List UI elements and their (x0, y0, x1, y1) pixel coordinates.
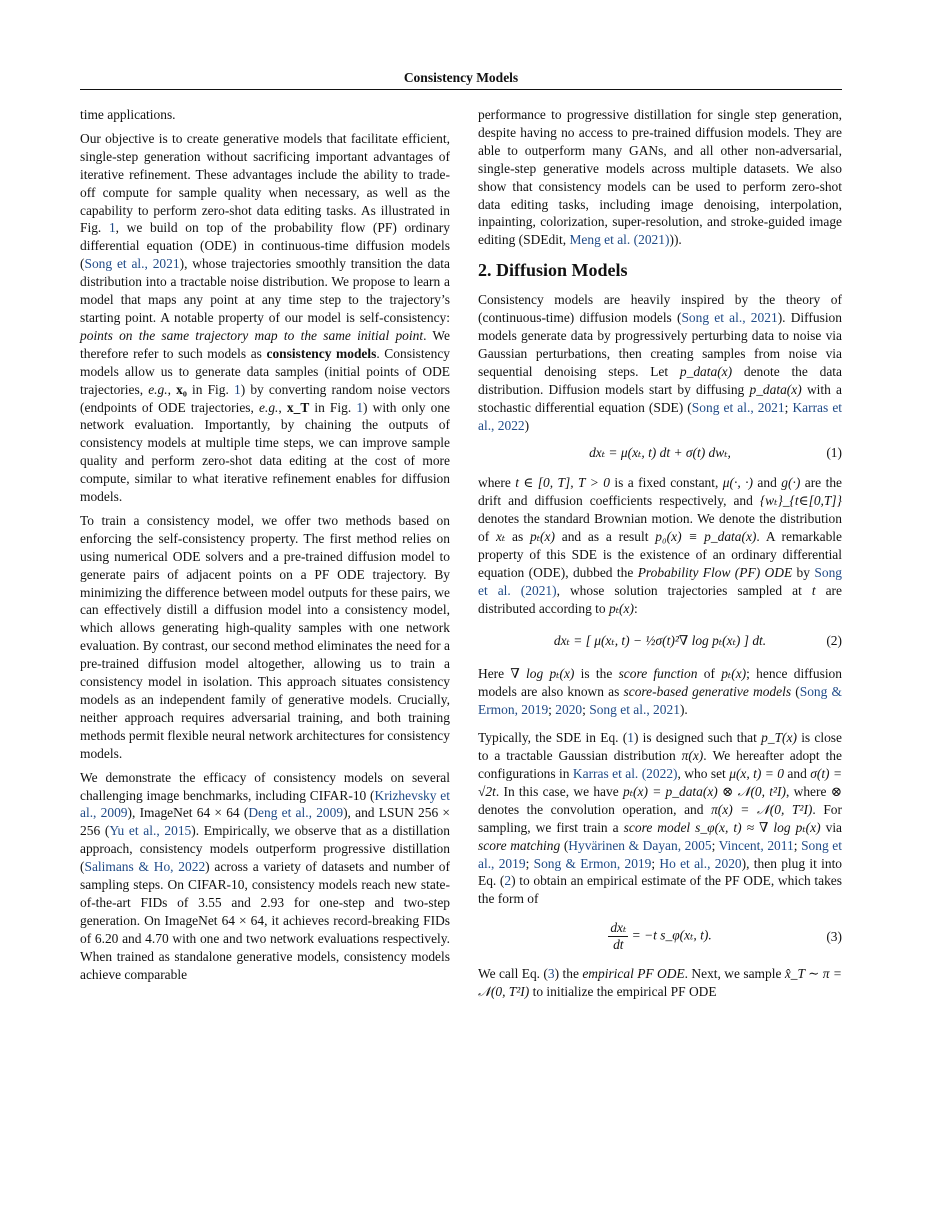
citation-link[interactable]: Deng et al., 2009 (248, 805, 344, 821)
right-column (478, 106, 842, 1007)
section-heading: 2. Diffusion Models (478, 260, 628, 281)
fraction (608, 920, 628, 953)
math-inline: s_φ(x, t) ≈ ∇ log pₜ(x) (690, 819, 821, 835)
text-run: are distributed according to (478, 582, 842, 616)
text-run: , where ⊗ denotes the convolution operation, and (478, 783, 842, 817)
paragraph (80, 106, 450, 124)
text-run: and as a result (554, 529, 656, 545)
math-inline: μ(x, t) = 0 (729, 766, 784, 781)
text-run: ; (651, 855, 660, 871)
math-inline: p_T(x) (761, 730, 797, 746)
text-run: in Fig. (186, 381, 234, 397)
text-run: with a stochastic differential equation (SDE) ( (478, 381, 842, 415)
equation-number: (3) (826, 929, 842, 945)
running-header: Consistency Models (403, 70, 519, 85)
citation-link[interactable]: Meng et al. (2021) (569, 232, 670, 248)
citation-link[interactable]: 2020 (555, 702, 583, 718)
text-run: ; (548, 702, 556, 718)
text-run: time applications. (80, 107, 176, 122)
text-run: performance to progressive distillation for single step generation, despite having no access to pre-trained diffusion models. They are able to outperform many GANs, and all other non-adversarial, single-step generative models across multiple datasets. We also show that consistency models can be used to perform zero-shot data editing tasks, including image denoising, interpolation, inpainting, colorization, super-resolution, and stroke-guided image editing (SDEdit, (478, 107, 842, 248)
text-run: by (792, 564, 815, 580)
math-inline: t (811, 582, 816, 598)
citation-link[interactable]: Song et al. (2021) (478, 564, 843, 598)
text-run: ). (679, 702, 688, 718)
math-inline: p_data(x) (679, 363, 733, 379)
text-run: ; (793, 837, 802, 853)
header-rule (80, 89, 842, 90)
text-run: denotes the standard Brownian motion. We denote the distribution of (478, 511, 842, 545)
citation-link[interactable]: Song et al., 2021 (84, 256, 180, 272)
text-run: ; (711, 837, 719, 853)
equation-number: (2) (826, 632, 842, 648)
text-run: . Next, we sample (684, 966, 785, 982)
math-inline: ∇ log pₜ(x) (510, 666, 575, 682)
text-run: ; (784, 399, 793, 415)
paragraph (478, 665, 842, 719)
paragraph (478, 965, 842, 1001)
text-run: . In this case, we have (495, 783, 623, 799)
math-inline: g(·) (781, 475, 801, 491)
text-run: ; hence diffusion models are also known as (478, 666, 842, 700)
citation-link[interactable]: 1 (108, 220, 116, 236)
text-run: Consistency models are heavily inspired by the theory of (continuous-time) diffusion models ( (478, 292, 842, 326)
math-inline: pₜ(x) = p_data(x) ⊗ 𝒩(0, t²I) (622, 783, 786, 799)
citation-link[interactable]: 2 (504, 873, 512, 889)
text-run: ). Diffusion models generate data by progressively perturbing data to noise via Gaussian perturbations, then creating samples from noise via sequential denoising steps. Let (478, 310, 842, 379)
citation-link[interactable]: Hyvärinen & Dayan, 2005 (568, 837, 712, 853)
text-run: ), and LSUN 256 × 256 ( (80, 805, 450, 839)
text-run: denote the data distribution. Diffusion models start by diffusing (478, 363, 842, 397)
text-run: . A remarkable property of this SDE is the existence of an ordinary differential equation (ODE), dubbed the (478, 529, 842, 580)
citation-link[interactable]: Vincent, 2011 (718, 837, 794, 853)
math-inline: π(x) (681, 748, 704, 764)
text-run: ) with only one network evaluation. Importantly, by chaining the outputs of consistency models at multiple time steps, we can improve sample quality and perform zero-shot data editing at the cost of more compute, similar to what iterative refinement enables for diffusion models. (80, 399, 451, 505)
text-run: of (697, 666, 722, 682)
equation-rhs: = −t s_φ(xₜ, t). (631, 927, 712, 943)
text-run: We demonstrate the efficacy of consistency models on several challenging image benchmarks, including CIFAR-10 ( (80, 769, 450, 803)
math-inline: pₜ(x) (721, 666, 747, 682)
denominator: dt (613, 937, 624, 953)
left-column (80, 106, 450, 990)
math-inline: σ(t) = √2t (478, 766, 843, 799)
paragraph (80, 130, 450, 506)
text-run: ) to obtain an empirical estimate of the PF ODE, which takes the form of (478, 873, 842, 907)
text-run: . We therefore refer to such models as (80, 327, 451, 361)
text-run: ; (525, 855, 534, 871)
paragraph (80, 769, 450, 984)
text-run: )). (669, 232, 682, 248)
text-run: : (633, 600, 638, 616)
equation-2 (478, 632, 842, 650)
paragraph (478, 291, 842, 434)
text-run: Here (478, 666, 511, 682)
text-run: , (278, 399, 287, 415)
text-run: ), ImageNet 64 × 64 ( (127, 805, 249, 821)
math-inline: p₀(x) ≡ p_data(x) (655, 529, 757, 545)
math-inline: π(x) = 𝒩(0, T²I) (711, 801, 813, 817)
citation-link[interactable]: Ho et al., 2020 (659, 855, 742, 871)
text-run: is close to a tractable Gaussian distribution (478, 730, 842, 764)
emphasis-text: e.g. (259, 399, 279, 415)
citation-link[interactable]: Song et al., 2021 (589, 702, 680, 718)
equation-body: dxₜ = μ(xₜ, t) dt + σ(t) dwₜ, (589, 445, 731, 461)
citation-link[interactable]: 1 (627, 730, 634, 746)
emphasis-text: score function (618, 666, 698, 682)
equation-3 (478, 920, 842, 953)
text-run: We call Eq. ( (478, 966, 548, 982)
text-run: ) (524, 417, 530, 433)
text-run: via (820, 819, 843, 835)
numerator: dxₜ (610, 920, 627, 936)
equation-1 (478, 444, 842, 462)
paragraph (478, 106, 842, 249)
emphasis-text: score model (623, 819, 691, 835)
math-inline: xₜ (495, 529, 506, 545)
math-inline: pₜ(x) (608, 600, 634, 616)
paragraph (80, 512, 450, 763)
text-run: ) the (554, 966, 583, 982)
citation-link[interactable]: Karras et al. (2022) (572, 766, 678, 781)
text-run: is the (574, 666, 619, 682)
citation-link[interactable]: Song & Ermon, 2019 (478, 684, 842, 718)
citation-link[interactable]: 3 (547, 966, 555, 982)
citation-link[interactable]: Karras et al., 2022 (478, 399, 843, 433)
emphasis-text: e.g. (148, 381, 168, 397)
text-run: to initialize the empirical PF ODE (529, 984, 717, 1000)
text-run: ( (560, 837, 569, 853)
text-run: ), then plug it into Eq. ( (478, 855, 843, 889)
bold-text: x₀ (176, 381, 187, 397)
paragraph (478, 729, 842, 908)
equation-body: dxₜ = [ μ(xₜ, t) − ½σ(t)²∇ log pₜ(xₜ) ] dt. (553, 632, 767, 648)
bold-text: x_T (286, 399, 310, 415)
citation-link[interactable]: 1 (356, 399, 364, 415)
text-run: Typically, the SDE in Eq. ( (478, 730, 628, 746)
text-run: is a fixed constant, (609, 475, 723, 491)
text-run: ) across a variety of datasets and number of sampling steps. On CIFAR-10, consistency models reach new state-of-the-art FIDs of 3.55 and 2.93 for one-step and two-step generation. On ImageNet 64 × 64, it achieves record-breaking FIDs of 6.20 and 4.70 with one and two network evaluations respectively. When trained as standalone generative models, consistency models achieve comparable (80, 859, 450, 982)
math-inline: t ∈ [0, T], T > 0 (515, 475, 610, 491)
emphasis-text: empirical PF ODE (582, 966, 685, 982)
emphasis-text: score-based generative models (623, 684, 792, 700)
text-run: ), whose trajectories smoothly transition the data distribution into a tractable noise distribution. We propose to learn a model that maps any point at any time step to the trajectory’s starting point. A notable property of our model is self-consistency: (80, 256, 450, 325)
emphasis-text: Probability Flow (PF) ODE (637, 564, 793, 580)
text-run: , (167, 381, 177, 397)
text-run: and (753, 475, 782, 491)
equation-number: (1) (826, 445, 842, 461)
text-run: . We hereafter adopt the configurations in (478, 748, 842, 781)
text-run: ( (791, 684, 800, 700)
text-run: Our objective is to create generative models that facilitate efficient, single-step generation without sacrificing important advantages of iterative refinement. These advantages include the ability to trade-off compute for sample quality when necessary, as well as the capability to perform zero-shot data editing tasks. As illustrated in Fig. (80, 130, 450, 236)
math-inline: μ(·, ·) (722, 475, 753, 491)
text-run: , who set (677, 766, 730, 781)
citation-link[interactable]: Song & Ermon, 2019 (533, 855, 652, 871)
math-inline: pₜ(x) (530, 529, 555, 545)
text-run: and (783, 766, 811, 781)
text-run: , whose solution trajectories sampled at (556, 582, 812, 598)
text-run: To train a consistency model, we offer two methods based on enforcing the self-consistency property. The first method relies on using numerical ODE solvers and a pre-trained diffusion model to generate pairs of adjacent points on a PF ODE trajectory. By minimizing the difference between model outputs for these pairs, we can effectively distill a diffusion model into a consistency model, which allows generating high-quality samples with one network evaluation. By contrast, our second method eliminates the need for a pre-trained diffusion model altogether, allowing us to train a consistency model in isolation. This approach situates consistency models as an independent family of generative models. Crucially, neither approach requires adversarial training, and both training methods permit flexible neural network architectures for consistency models. (80, 512, 450, 761)
citation-link[interactable]: 1 (234, 381, 241, 397)
emphasis-text: points on the same trajectory map to the same initial point (80, 327, 424, 343)
text-run: . Consistency models allow us to generate data samples (initial points of ODE trajectories, (80, 345, 451, 397)
math-inline: x̂_T ∼ π = 𝒩(0, T²I) (478, 966, 842, 1000)
text-run: where (478, 475, 516, 491)
citation-link[interactable]: Krizhevsky et al., 2009 (80, 787, 450, 821)
text-run: are the drift and diffusion coefficients respectively, and (478, 475, 842, 509)
citation-link[interactable]: Song et al., 2019 (478, 837, 842, 871)
text-run: as (505, 529, 530, 545)
text-run: , we build on top of the probability flow (PF) ordinary differential equation (ODE) in continuous-time diffusion models ( (80, 220, 450, 272)
text-run: ; (582, 702, 590, 718)
citation-link[interactable]: Salimans & Ho, 2022 (84, 859, 206, 875)
text-run: . For sampling, we first train a (478, 801, 842, 835)
text-run: ) by converting random noise vectors (endpoints of ODE trajectories, (80, 381, 450, 415)
emphasis-text: score matching (478, 837, 561, 853)
citation-link[interactable]: Song et al., 2021 (681, 310, 778, 326)
citation-link[interactable]: Song et al., 2021 (691, 399, 785, 415)
text-run: in Fig. (309, 399, 357, 415)
math-inline: {wₜ}_{t∈[0,T]} (759, 493, 842, 509)
math-inline: p_data(x) (749, 381, 802, 397)
bold-text: consistency models (266, 345, 377, 361)
text-run: ). Empirically, we observe that as a distillation approach, consistency models outperform progressive distillation ( (80, 823, 450, 875)
citation-link[interactable]: Yu et al., 2015 (109, 823, 192, 839)
paragraph (478, 474, 842, 617)
text-run: ) is designed such that (633, 730, 762, 746)
